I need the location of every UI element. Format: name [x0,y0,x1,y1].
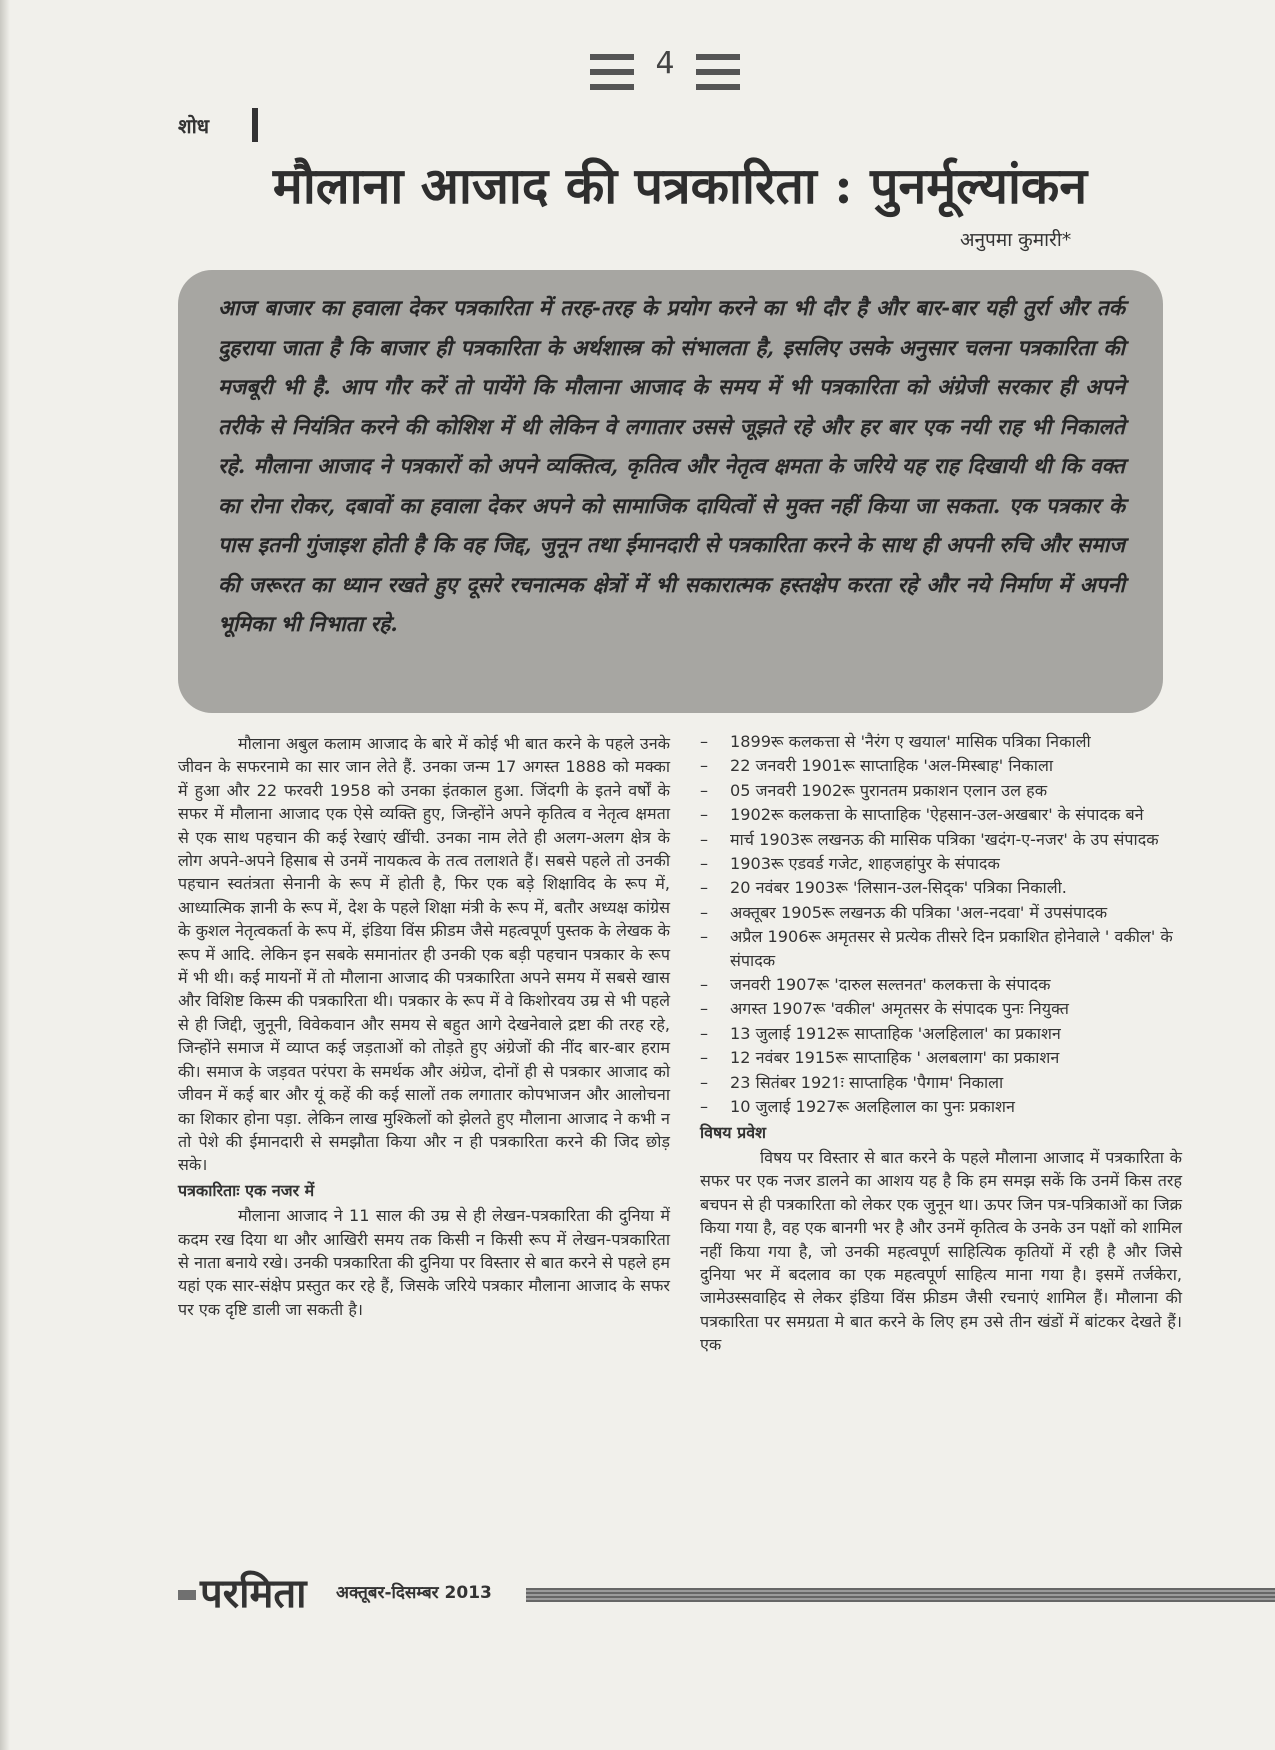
dash-marker: – [700,854,709,874]
timeline-item-text: 1902रू कलकत्ता के साप्ताहिक 'ऐहसान-उल-अखबार' के संपादक बने [730,805,1144,825]
abstract-text: आज बाजार का हवाला देकर पत्रकारिता में तरह-तरह के प्रयोग करने का भी दौर है और बार-बार यही तुर्रा और तर्क दुहराया जाता है कि बाजार ही पत्रकारिता के अर्थशास्त्र को संभालता है, इसलिए उसके अनुसार चलना पत्रकारिता की मजबूरी भी है. आप गौर करें तो पायेंगे कि मौलाना आजाद के समय में भी पत्रकारिता को अंग्रेजी सरकार ही अपने तरीके से नियंत्रित करने की कोशिश में थी लेकिन वे लगातार उससे जूझते रहे और हर बार एक नयी राह भी निकालते रहे. मौलाना आजाद ने पत्रकारों को अपने व्यक्तित्व, कृतित्व और नेतृत्व क्षमता के जरिये यह राह दिखायी थी कि वक्त का रोना रोकर, दबावों का हवाला देकर अपने को सामाजिक दायित्वों से मुक्त नहीं किया जा सकता. एक पत्रकार के पास इतनी गुंजाइश होती है कि वह जिद्द, जुनून तथा ईमानदारी से पत्रकारिता करने के साथ ही अपनी रुचि और समाज की जरूरत का ध्यान रखते हुए दूसरे रचनात्मक क्षेत्रों में भी सकारात्मक हस्तक्षेप करता रहे और नये निर्माण में अपनी भूमिका भी निभाता रहे. [218,295,1125,636]
timeline-item [700,803,1182,826]
timeline-item [700,997,1182,1020]
page-number: 4 [655,46,675,81]
section-rule [252,108,258,142]
timeline-item [700,828,1182,851]
timeline-list [700,730,1182,1119]
dash-marker: – [700,878,709,898]
footer-rule-left [178,1590,196,1600]
timeline-item [700,779,1182,802]
dash-marker: – [700,732,709,751]
timeline-item-text: 20 नवंबर 1903रू 'लिसान-उल-सिद्क' पत्रिका निकाली. [730,878,1067,898]
timeline-item [700,754,1182,777]
dash-marker: – [700,1097,709,1117]
right-column [700,730,1182,1357]
article-title: मौलाना आजाद की पत्रकारिता : पुनर्मूल्यांकन [272,156,1088,215]
timeline-item [700,901,1182,924]
timeline-item [700,925,1182,972]
dash-marker: – [700,805,709,825]
timeline-item-text: अप्रैल 1906रू अमृतसर से प्रत्येक तीसरे दिन प्रकाशित होनेवाले ' वकील' के संपादक [730,927,1173,970]
timeline-item-text: 13 जुलाई 1912रू साप्ताहिक 'अलहिलाल' का प्रकाशन [730,1023,1061,1043]
timeline-item [700,1022,1182,1045]
dash-marker: – [700,927,709,947]
abstract-box [178,270,1163,713]
timeline-item [700,852,1182,875]
timeline-item-text: 10 जुलाई 1927रू अलहिलाल का पुनः प्रकाशन [730,1097,1015,1117]
dash-marker: – [700,1048,709,1068]
footer-rule-right [526,1588,1275,1602]
timeline-item [700,876,1182,899]
timeline-item-text: 1903रू एडवर्ड गजेट, शाहजहांपुर के संपादक [730,854,1000,874]
dash-marker: – [700,1072,709,1092]
dash-marker: – [700,756,709,776]
left-column [178,732,670,1321]
issue-date: अक्तूबर-दिसम्बर 2013 [336,1583,492,1603]
page-footer [178,1568,1275,1618]
intro-paragraph: मौलाना अबुल कलाम आजाद के बारे में कोई भी बात करने के पहले उनके जीवन के सफरनामे का सार जान लेते हैं. उनका जन्म 17 अगस्त 1888 को मक्का में हुआ और 22 फरवरी 1958 को उनका इंतकाल हुआ. जिंदगी के इतने वर्षों के सफर में मौलाना आजाद एक ऐसे व्यक्ति हुए, जिन्होंने अपने कृतित्व व नेतृत्व क्षमता से एक साथ पहचान की कई रेखाएं खींची. उनका नाम लेते ही अलग-अलग क्षेत्र के लोग अपने-अपने हिसाब से उनमें नायकत्व के तत्व तलाशते हैं। सबसे पहले तो उनकी पहचान स्वतंत्रता सेनानी के रूप में होती है, फिर एक बड़े शिक्षाविद के रूप में, आध्यात्मिक ज्ञानी के रूप में, देश के पहले शिक्षा मंत्री के रूप में, बतौर अध्यक्ष कांग्रेस के कुशल नेतृत्वकर्ता के रूप में, इंडिया विंस फ्रीडम जैसे महत्वपूर्ण पुस्तक के लेखक के रूप में आदि. लेकिन इन सबके समानांतर ही उनकी एक बड़ी पहचान पत्रकार के रूप में भी थी। कई मायनों में तो मौलाना आजाद की पत्रकारिता अपने समय में सबसे खास और विशिष्ट किस्म की पत्रकारिता थी। पत्रकार के रूप में वे किशोरवय उम्र से भी पहले से ही जिद्दी, जुनूनी, विवेकवान और समय से बहुत आगे देखनेवाले द्रष्टा की तरह रहे, जिन्होंने समाज में व्याप्त कई जड़ताओं को तोड़ते हुए अंग्रेजों की नींद बार-बार हराम की। समाज के जड़वत परंपरा के समर्थक और अंग्रेज, दोनों ही से पत्रकार आजाद को जीवन में कई बार और यूं कहें की कई सालों तक लगातार कोपभाजन और आलोचना का शिकार होना पड़ा. लेकिन लाख मुश्किलों को झेलते हुए मौलाना आजाद ने कभी न तो पेशे की ईमानदारी से समझौता किया और न ही पत्रकारिता करने की जिद छोड़ सके। [178,734,670,1175]
ornament-bars-left [590,54,634,96]
section-label: शोध [178,114,210,138]
subhead-topic-entry: विषय प्रवेश [700,1122,767,1142]
scan-edge-shadow [0,0,10,1750]
timeline-item-text: अक्तूबर 1905रू लखनऊ की पत्रिका 'अल-नदवा' में उपसंपादक [730,902,1108,922]
timeline-item [700,1046,1182,1069]
timeline-item-text: 05 जनवरी 1902रू पुरानतम प्रकाशन एलान उल हक [730,780,1048,800]
ornament-bars-right [696,54,740,96]
page-number-ornament [590,40,740,110]
timeline-item-text: 22 जनवरी 1901रू साप्ताहिक 'अल-मिस्बाह' निकाला [730,756,1054,776]
timeline-item [700,1071,1182,1094]
timeline-item-text: जनवरी 1907रू 'दारुल सल्तनत' कलकत्ता के संपादक [730,975,1051,995]
dash-marker: – [700,829,709,849]
subhead-overview: पत्रकारिताः एक नजर में [178,1180,315,1200]
dash-marker: – [700,1023,709,1043]
timeline-item-text: 23 सितंबर 1921ः साप्ताहिक 'पैगाम' निकाला [730,1072,1004,1092]
timeline-item [700,1095,1182,1118]
timeline-item [700,730,1182,753]
timeline-item-text: अगस्त 1907रू 'वकील' अमृतसर के संपादक पुनः नियुक्त [730,999,1069,1019]
dash-marker: – [700,999,709,1019]
timeline-item-text: मार्च 1903रू लखनऊ की मासिक पत्रिका 'खदंग-ए-नजर' के उप संपादक [730,829,1159,849]
timeline-item-text: 1899रू कलकत्ता से 'नैरंग ए खयाल' मासिक पत्रिका निकाली [730,732,1091,751]
magazine-logo: परमिता [200,1570,307,1617]
overview-paragraph: मौलाना आजाद ने 11 साल की उम्र से ही लेखन-पत्रकारिता की दुनिया में कदम रख दिया था और आखिरी समय तक किसी न किसी रूप में लेखन-पत्रकारिता से नाता बनाये रखे। उनकी पत्रकारिता की दुनिया पर विस्तार से बात करने से पहले हम यहां एक सार-संक्षेप प्रस्तुत कर रहे हैं, जिसके जरिये पत्रकार मौलाना आजाद के सफर पर एक दृष्टि डाली जा सकती है। [178,1206,670,1319]
dash-marker: – [700,902,709,922]
dash-marker: – [700,975,709,995]
timeline-item-text: 12 नवंबर 1915रू साप्ताहिक ' अलबलाग' का प्रकाशन [730,1048,1060,1068]
topic-entry-paragraph: विषय पर विस्तार से बात करने के पहले मौलाना आजाद में पत्रकारिता के सफर पर एक नजर डालने का आशय यह है कि हम समझ सकें कि उनमें किस तरह बचपन से ही पत्रकारिता को लेकर एक जुनून था। ऊपर जिन पत्र-पत्रिकाओं का जिक्र किया गया है, वह एक बानगी भर है और उनमें कृतित्व के उनके उन पक्षों को शामिल नहीं किया गया है, जो उनकी महत्वपूर्ण साहित्यिक कृतियों में रही है और जिसे दुनिया भर में बदलाव का एक महत्वपूर्ण साहित्य माना गया है। इसमें तर्जकेरा, जामेउस्सवाहिद से लेकर इंडिया विंस फ्रीडम जैसी रचनाएं शामिल हैं। मौलाना की पत्रकारिता पर समग्रता मे बात करने के लिए हम उसे तीन खंडों में बांटकर देखते हैं। एक [700,1147,1182,1355]
timeline-item [700,973,1182,996]
dash-marker: – [700,780,709,800]
author-name: अनुपमा कुमारी* [960,229,1072,251]
